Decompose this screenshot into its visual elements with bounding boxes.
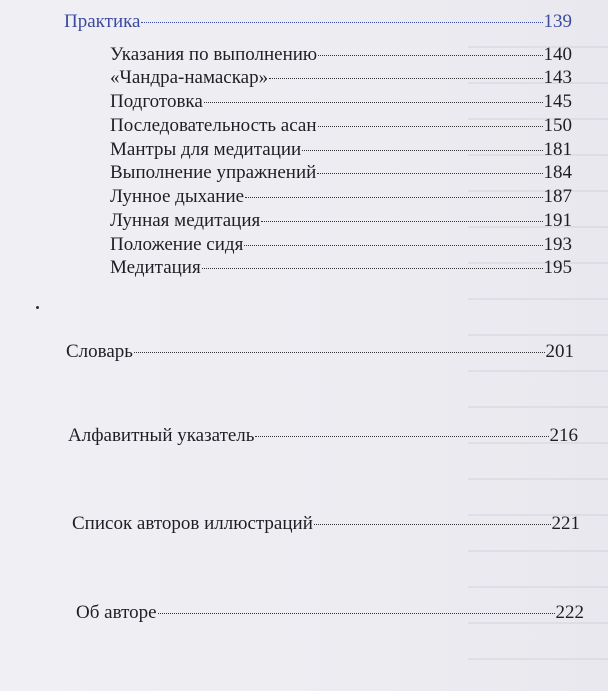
toc-chapter <box>72 512 580 535</box>
toc-label: Положение сидя <box>110 234 244 255</box>
toc-page-number: 181 <box>543 139 572 160</box>
toc-page-number: 191 <box>543 210 572 231</box>
toc-subitem <box>110 114 572 137</box>
leader-dots <box>134 352 545 353</box>
toc-subitem <box>110 66 572 89</box>
toc-label: Список авторов иллюстраций <box>72 513 313 534</box>
leader-dots <box>255 436 548 437</box>
toc-label: Об авторе <box>76 602 157 623</box>
toc-subitem <box>110 256 572 279</box>
toc-label: «Чандра-намаскар» <box>110 67 269 88</box>
toc-label: Медитация <box>110 257 201 278</box>
leader-dots <box>244 245 542 246</box>
toc-subitem <box>110 138 572 161</box>
toc-label: Лунная медитация <box>110 210 261 231</box>
toc-page-number: 139 <box>543 11 572 32</box>
toc-subitem <box>110 43 572 66</box>
toc-label: Указания по выполнению <box>110 44 318 65</box>
leader-dots <box>141 22 542 23</box>
toc-page-number: 216 <box>549 425 578 446</box>
leader-dots <box>261 221 542 222</box>
toc-page-number: 143 <box>543 67 572 88</box>
toc-label: Подготовка <box>110 91 203 112</box>
toc-page-number: 221 <box>551 513 580 534</box>
leader-dots <box>202 268 543 269</box>
toc-chapter <box>66 340 574 363</box>
leader-dots <box>158 613 555 614</box>
toc-subitem <box>110 161 572 184</box>
toc-chapter <box>68 424 578 447</box>
toc-subitem <box>110 233 572 256</box>
toc-label: Выполнение упражнений <box>110 162 317 183</box>
toc-subitem <box>110 209 572 232</box>
toc-label: Лунное дыхание <box>110 186 245 207</box>
toc-page-number: 193 <box>543 234 572 255</box>
leader-dots <box>204 102 543 103</box>
toc-label: Алфавитный указатель <box>68 425 255 446</box>
toc-page-number: 150 <box>543 115 572 136</box>
leader-dots <box>318 126 543 127</box>
leader-dots <box>318 55 542 56</box>
toc-section-practice <box>64 10 572 33</box>
toc-subitem <box>110 185 572 208</box>
toc-page-number: 201 <box>545 341 574 362</box>
leader-dots <box>317 173 542 174</box>
toc-page-number: 187 <box>543 186 572 207</box>
leader-dots <box>245 197 542 198</box>
toc-label: Мантры для медитации <box>110 139 302 160</box>
toc-page-number: 140 <box>543 44 572 65</box>
toc-page-number: 145 <box>543 91 572 112</box>
toc-subitem <box>110 90 572 113</box>
toc-label: Последовательность асан <box>110 115 317 136</box>
toc-label: Словарь <box>66 341 133 362</box>
toc-label: Практика <box>64 11 141 32</box>
toc-page-number: 222 <box>555 602 584 623</box>
leader-dots <box>302 150 542 151</box>
toc-page-number: 184 <box>543 162 572 183</box>
print-speck <box>36 306 39 309</box>
toc-chapter <box>76 601 584 624</box>
leader-dots <box>269 78 542 79</box>
leader-dots <box>314 524 551 525</box>
toc-page-number: 195 <box>543 257 572 278</box>
